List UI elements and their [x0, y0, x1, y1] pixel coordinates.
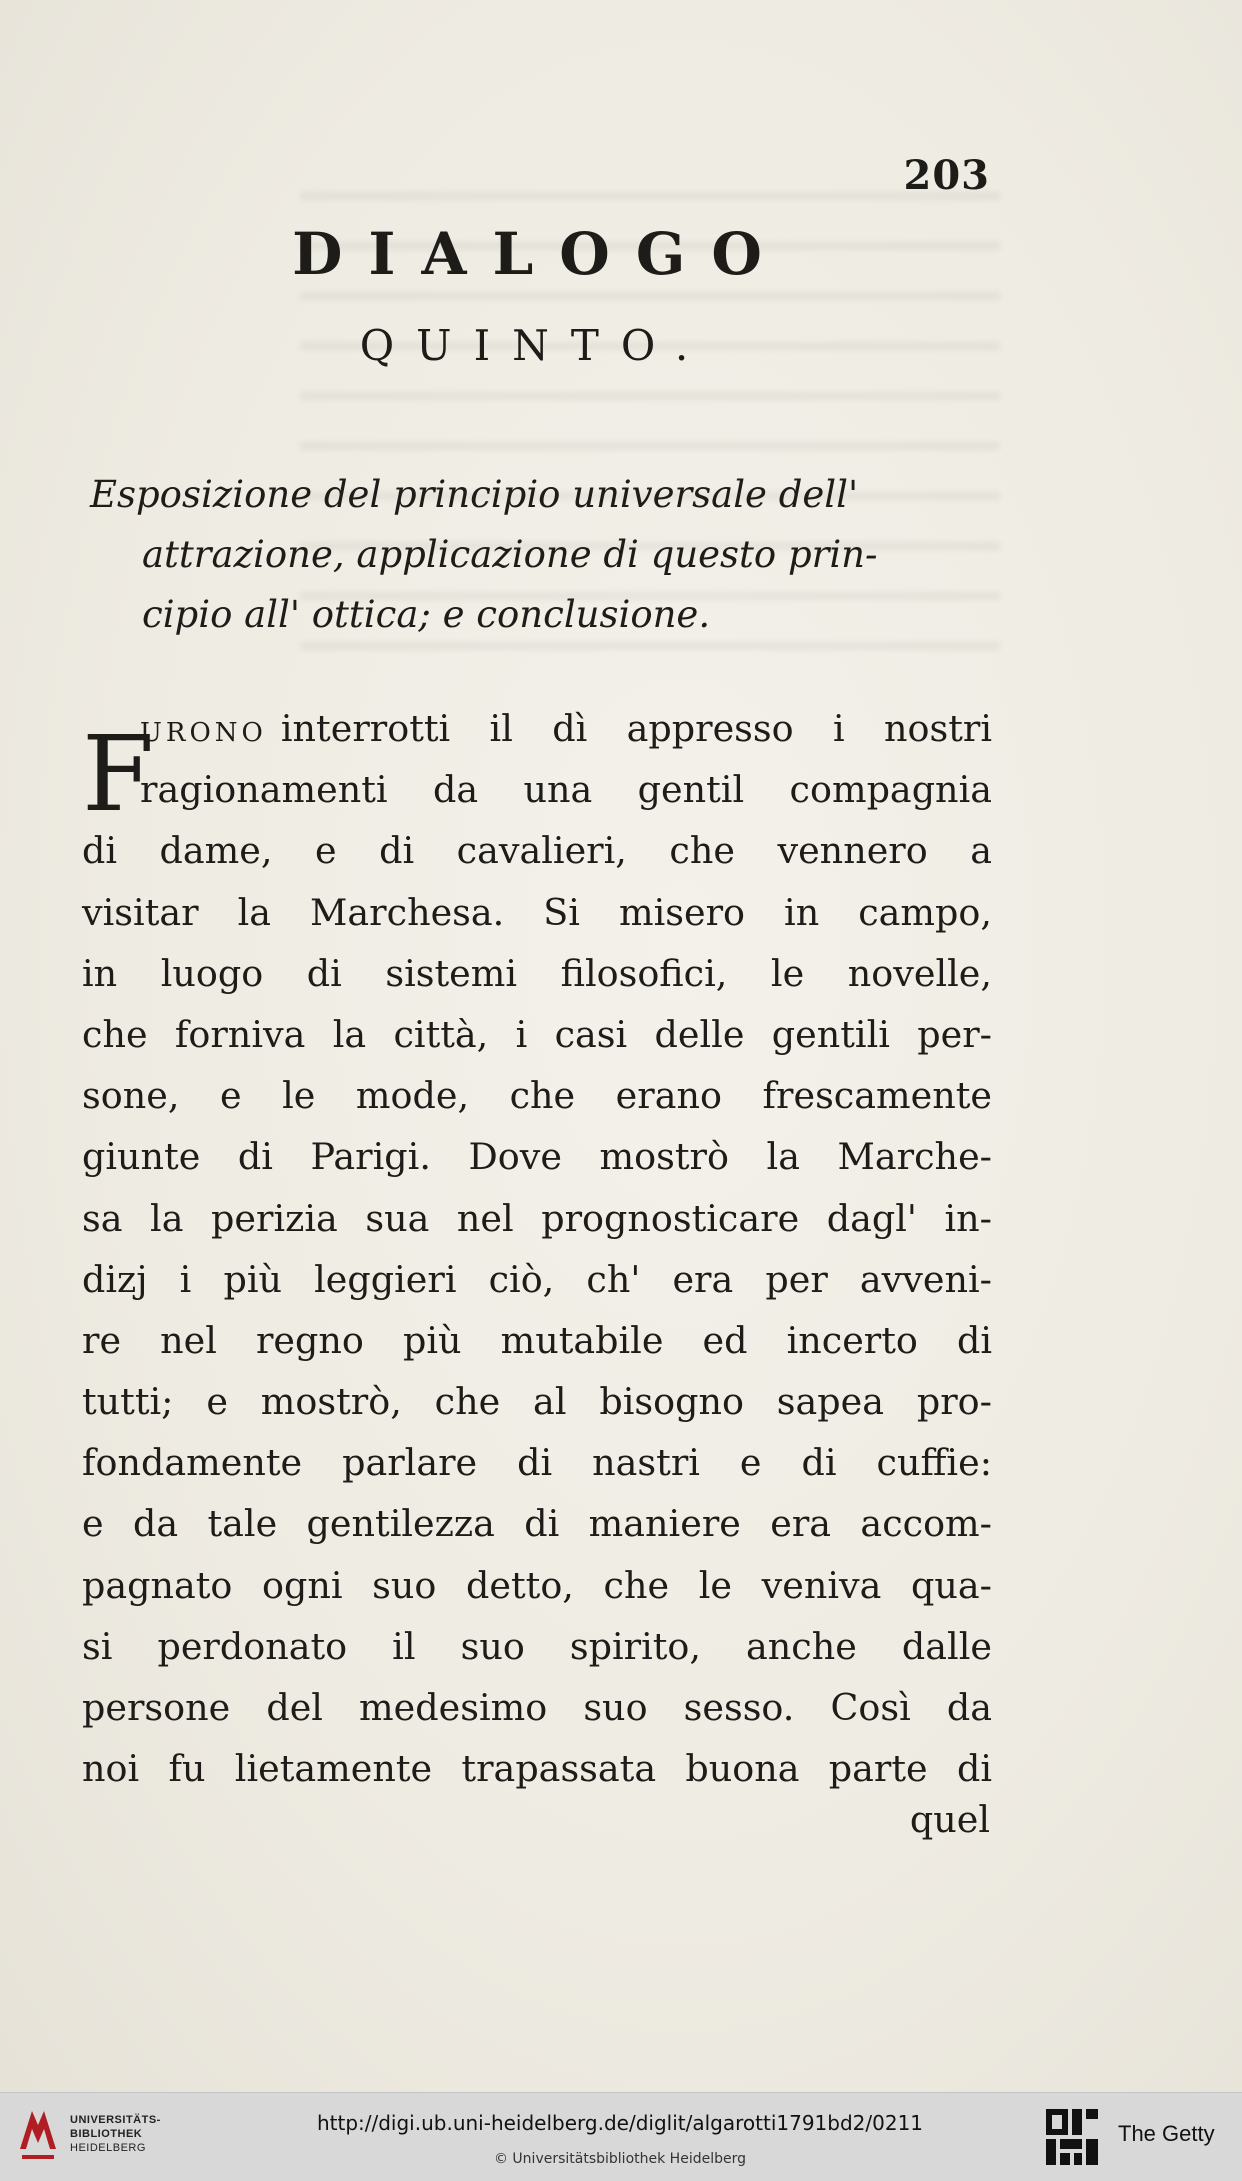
summary-line: Esposizione del principio universale dell': [90, 473, 859, 516]
summary-line: attrazione, applicazione di questo prin-: [142, 533, 878, 576]
text-line-content: interrotti il dì appresso i nostri: [280, 707, 992, 750]
text-line: sa la perizia sua nel prognosticare dagl' in-: [82, 1196, 992, 1240]
body-text: [82, 698, 992, 1799]
text-line: sone, e le mode, che erano frescamente: [82, 1074, 992, 1118]
first-word-smallcaps: URONO: [140, 718, 267, 748]
page-number: 203: [903, 152, 990, 199]
text-line: visitar la Marchesa. Si misero in campo,: [82, 890, 992, 934]
library-name-line: UNIVERSITÄTS-: [70, 2114, 161, 2126]
text-line: di dame, e di cavalieri, che vennero a: [82, 829, 992, 873]
text-line: fondamente parlare di nastri e di cuffie:: [82, 1441, 992, 1485]
text-line: in luogo di sistemi filosofici, le novelle,: [82, 951, 992, 995]
partner-name: The Getty: [1118, 2121, 1215, 2146]
chapter-subtitle: QUINTO.: [359, 321, 711, 370]
text-line: tutti; e mostrò, che al bisogno sapea pro-: [82, 1380, 992, 1424]
text-line: si perdonato il suo spirito, anche dalle: [82, 1624, 992, 1668]
drop-cap: F: [82, 713, 155, 835]
text-line: giunte di Parigi. Dove mostrò la Marche-: [82, 1135, 992, 1179]
text-line: [82, 698, 992, 759]
library-name: [70, 2113, 161, 2155]
getty-logo-icon: [1044, 2107, 1100, 2169]
chapter-title: DIALOGO: [292, 220, 788, 288]
text-line: persone del medesimo suo sesso. Così da: [82, 1686, 992, 1729]
viewer-footer: [0, 2092, 1242, 2181]
library-logo-icon: [14, 2105, 62, 2167]
summary-line: cipio all' ottica; e conclusione.: [142, 593, 711, 636]
text-line: pagnato ogni suo detto, che le veniva qua-: [82, 1563, 992, 1607]
permalink-url[interactable]: http://digi.ub.uni-heidelberg.de/diglit/algarotti1791bd2/0211: [316, 2111, 924, 2135]
text-line: re nel regno più mutabile ed incerto di: [82, 1318, 992, 1362]
text-line: ragionamenti da una gentil compagnia: [140, 768, 992, 812]
text-line: noi fu lietamente trapassata buona parte di: [82, 1747, 992, 1791]
library-name-line: HEIDELBERG: [70, 2142, 146, 2154]
chapter-summary: [90, 465, 990, 645]
library-name-line: BIBLIOTHEK: [70, 2128, 143, 2140]
catchword: quel: [909, 1798, 990, 1841]
copyright-notice: © Universitätsbibliothek Heidelberg: [493, 2151, 746, 2167]
text-line: che forniva la città, i casi delle gentili per-: [82, 1012, 992, 1056]
text-line: dizj i più leggieri ciò, ch' era per avveni-: [82, 1257, 992, 1301]
text-line: e da tale gentilezza di maniere era accom-: [82, 1502, 992, 1546]
